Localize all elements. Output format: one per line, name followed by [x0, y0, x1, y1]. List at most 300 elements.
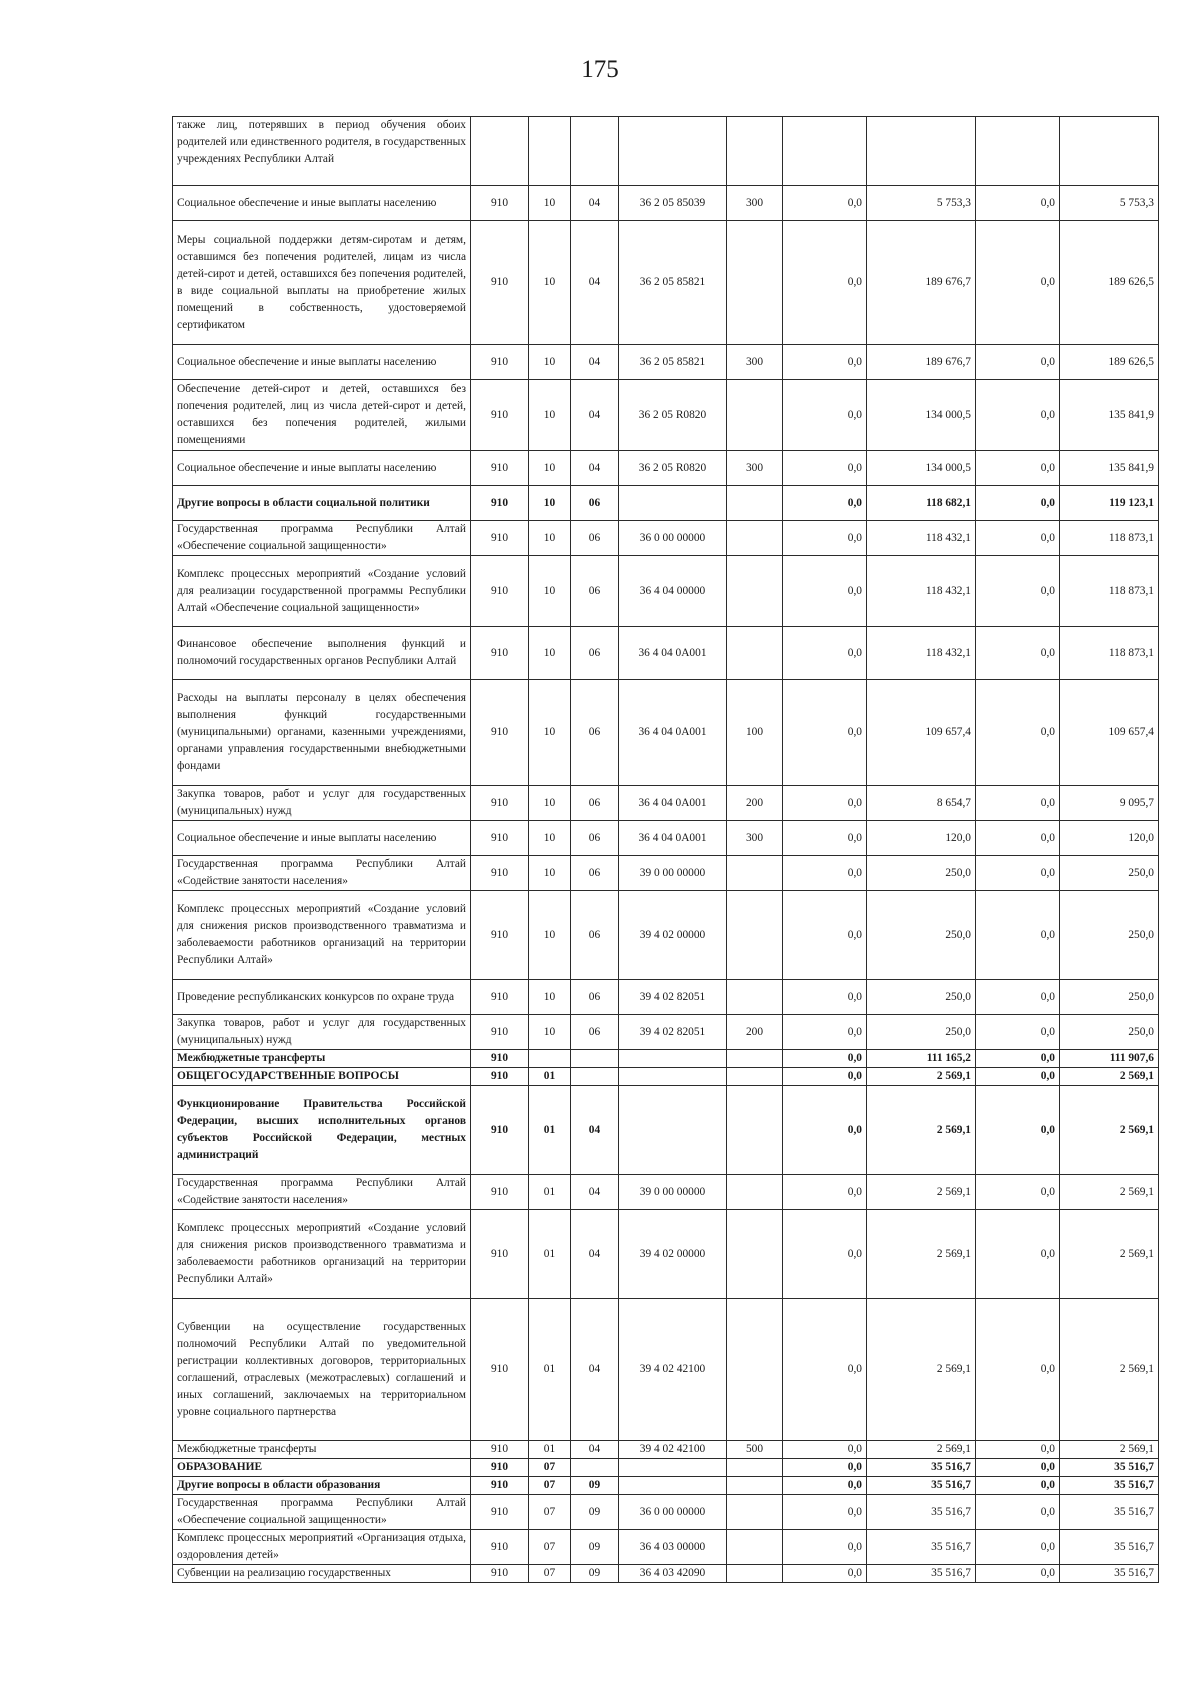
amount-col-2: 134 000,5: [867, 380, 976, 451]
amount-col-3: 0,0: [976, 1086, 1060, 1175]
row-description: Социальное обеспечение и иные выплаты населению: [173, 821, 471, 856]
section-code: [529, 117, 571, 186]
amount-col-2: 250,0: [867, 891, 976, 980]
table-body: [173, 117, 1159, 1583]
ministry-code: 910: [471, 891, 529, 980]
amount-col-3: 0,0: [976, 1050, 1060, 1068]
table-row: [173, 345, 1159, 380]
section-code: 10: [529, 786, 571, 821]
amount-col-3: 0,0: [976, 1477, 1060, 1495]
amount-col-4: 118 873,1: [1060, 521, 1159, 556]
target-article-code: [619, 117, 727, 186]
amount-col-4: 189 626,5: [1060, 345, 1159, 380]
subsection-code: 06: [571, 891, 619, 980]
expense-type-code: [727, 117, 783, 186]
expense-type-code: 500: [727, 1441, 783, 1459]
amount-col-1: 0,0: [783, 1015, 867, 1050]
row-description: Социальное обеспечение и иные выплаты населению: [173, 186, 471, 221]
expense-type-code: [727, 1299, 783, 1441]
row-description: Функционирование Правительства Российской Федерации, высших исполнительных органов субъектов Российской Федерации, местных администраций: [173, 1086, 471, 1175]
target-article-code: 36 2 05 85821: [619, 345, 727, 380]
target-article-code: [619, 1086, 727, 1175]
amount-col-2: 250,0: [867, 1015, 976, 1050]
row-description: Государственная программа Республики Алтай «Обеспечение социальной защищенности»: [173, 521, 471, 556]
amount-col-4: 189 626,5: [1060, 221, 1159, 345]
amount-col-4: 135 841,9: [1060, 451, 1159, 486]
target-article-code: [619, 1050, 727, 1068]
subsection-code: 09: [571, 1495, 619, 1530]
amount-col-2: 189 676,7: [867, 221, 976, 345]
subsection-code: 06: [571, 856, 619, 891]
subsection-code: 06: [571, 786, 619, 821]
amount-col-1: 0,0: [783, 1068, 867, 1086]
amount-col-2: 2 569,1: [867, 1068, 976, 1086]
amount-col-3: 0,0: [976, 786, 1060, 821]
table-row: [173, 1175, 1159, 1210]
target-article-code: 36 0 00 00000: [619, 521, 727, 556]
target-article-code: [619, 1477, 727, 1495]
amount-col-4: 250,0: [1060, 891, 1159, 980]
amount-col-4: 250,0: [1060, 1015, 1159, 1050]
amount-col-4: 111 907,6: [1060, 1050, 1159, 1068]
amount-col-3: [976, 117, 1060, 186]
row-description: Комплекс процессных мероприятий «Организация отдыха, оздоровления детей»: [173, 1530, 471, 1565]
subsection-code: 04: [571, 380, 619, 451]
table-row: [173, 980, 1159, 1015]
ministry-code: 910: [471, 821, 529, 856]
section-code: 10: [529, 345, 571, 380]
table-row: [173, 1495, 1159, 1530]
expense-type-code: [727, 627, 783, 680]
target-article-code: 36 4 04 0А001: [619, 821, 727, 856]
ministry-code: 910: [471, 786, 529, 821]
table-row: [173, 1068, 1159, 1086]
ministry-code: 910: [471, 680, 529, 786]
amount-col-2: 134 000,5: [867, 451, 976, 486]
target-article-code: 39 4 02 82051: [619, 1015, 727, 1050]
subsection-code: 06: [571, 680, 619, 786]
section-code: 10: [529, 821, 571, 856]
ministry-code: 910: [471, 380, 529, 451]
subsection-code: [571, 1050, 619, 1068]
row-description: Государственная программа Республики Алтай «Обеспечение социальной защищенности»: [173, 1495, 471, 1530]
subsection-code: 09: [571, 1530, 619, 1565]
target-article-code: 36 4 04 0А001: [619, 680, 727, 786]
amount-col-1: 0,0: [783, 380, 867, 451]
table-row: [173, 1086, 1159, 1175]
target-article-code: [619, 1459, 727, 1477]
row-description: Социальное обеспечение и иные выплаты населению: [173, 345, 471, 380]
row-description: ОБРАЗОВАНИЕ: [173, 1459, 471, 1477]
subsection-code: 04: [571, 451, 619, 486]
amount-col-3: 0,0: [976, 486, 1060, 521]
row-description: Меры социальной поддержки детям-сиротам и детям, оставшимся без попечения родителей, лицам из числа детей-сирот и детей, оставшихся без попечения родителей, в виде социальной выплаты на приобретение жилых помещений в собственность, удостоверяемой сертификатом: [173, 221, 471, 345]
row-description: Комплекс процессных мероприятий «Создание условий для снижения рисков производственного травматизма и заболеваемости работников организаций на территории Республики Алтай»: [173, 1210, 471, 1299]
amount-col-2: [867, 117, 976, 186]
ministry-code: 910: [471, 627, 529, 680]
amount-col-1: 0,0: [783, 556, 867, 627]
amount-col-3: 0,0: [976, 521, 1060, 556]
amount-col-4: 2 569,1: [1060, 1086, 1159, 1175]
table-row: [173, 1210, 1159, 1299]
amount-col-3: 0,0: [976, 556, 1060, 627]
amount-col-1: 0,0: [783, 891, 867, 980]
ministry-code: 910: [471, 345, 529, 380]
amount-col-3: 0,0: [976, 1530, 1060, 1565]
amount-col-2: 250,0: [867, 856, 976, 891]
ministry-code: 910: [471, 856, 529, 891]
section-code: 07: [529, 1495, 571, 1530]
subsection-code: 04: [571, 186, 619, 221]
amount-col-4: 119 123,1: [1060, 486, 1159, 521]
subsection-code: [571, 1068, 619, 1086]
target-article-code: [619, 1068, 727, 1086]
table-row: [173, 1441, 1159, 1459]
amount-col-1: 0,0: [783, 1530, 867, 1565]
ministry-code: [471, 117, 529, 186]
amount-col-2: 35 516,7: [867, 1495, 976, 1530]
target-article-code: 36 0 00 00000: [619, 1495, 727, 1530]
table-row: [173, 451, 1159, 486]
budget-table: [172, 116, 1159, 1583]
amount-col-1: [783, 117, 867, 186]
section-code: [529, 1050, 571, 1068]
table-row: [173, 856, 1159, 891]
amount-col-2: 109 657,4: [867, 680, 976, 786]
expense-type-code: [727, 521, 783, 556]
amount-col-4: [1060, 117, 1159, 186]
section-code: 10: [529, 380, 571, 451]
row-description: Субвенции на реализацию государственных: [173, 1565, 471, 1583]
target-article-code: 39 0 00 00000: [619, 856, 727, 891]
expense-type-code: 200: [727, 786, 783, 821]
section-code: 07: [529, 1530, 571, 1565]
amount-col-3: 0,0: [976, 1210, 1060, 1299]
section-code: 10: [529, 486, 571, 521]
expense-type-code: [727, 1459, 783, 1477]
amount-col-1: 0,0: [783, 521, 867, 556]
target-article-code: 36 2 05 85821: [619, 221, 727, 345]
amount-col-1: 0,0: [783, 980, 867, 1015]
section-code: 10: [529, 891, 571, 980]
subsection-code: 04: [571, 1210, 619, 1299]
row-description: Государственная программа Республики Алтай «Содействие занятости населения»: [173, 1175, 471, 1210]
amount-col-1: 0,0: [783, 1299, 867, 1441]
table-row: [173, 521, 1159, 556]
amount-col-4: 35 516,7: [1060, 1495, 1159, 1530]
expense-type-code: [727, 1530, 783, 1565]
amount-col-3: 0,0: [976, 1495, 1060, 1530]
amount-col-4: 118 873,1: [1060, 556, 1159, 627]
target-article-code: 36 4 04 0А001: [619, 786, 727, 821]
ministry-code: 910: [471, 186, 529, 221]
amount-col-3: 0,0: [976, 891, 1060, 980]
ministry-code: 910: [471, 1050, 529, 1068]
amount-col-4: 2 569,1: [1060, 1210, 1159, 1299]
row-description: Другие вопросы в области социальной политики: [173, 486, 471, 521]
amount-col-4: 109 657,4: [1060, 680, 1159, 786]
expense-type-code: [727, 380, 783, 451]
section-code: 10: [529, 451, 571, 486]
amount-col-1: 0,0: [783, 1175, 867, 1210]
expense-type-code: [727, 556, 783, 627]
amount-col-1: 0,0: [783, 1477, 867, 1495]
ministry-code: 910: [471, 1210, 529, 1299]
amount-col-4: 250,0: [1060, 856, 1159, 891]
amount-col-3: 0,0: [976, 345, 1060, 380]
ministry-code: 910: [471, 1530, 529, 1565]
amount-col-2: 2 569,1: [867, 1441, 976, 1459]
section-code: 10: [529, 186, 571, 221]
amount-col-1: 0,0: [783, 451, 867, 486]
table-row: [173, 1299, 1159, 1441]
ministry-code: 910: [471, 1299, 529, 1441]
amount-col-1: 0,0: [783, 680, 867, 786]
amount-col-2: 118 432,1: [867, 627, 976, 680]
table-row: [173, 627, 1159, 680]
row-description: Проведение республиканских конкурсов по охране труда: [173, 980, 471, 1015]
amount-col-4: 2 569,1: [1060, 1441, 1159, 1459]
amount-col-3: 0,0: [976, 1441, 1060, 1459]
table-row: [173, 1050, 1159, 1068]
row-description: Социальное обеспечение и иные выплаты населению: [173, 451, 471, 486]
table-row: [173, 891, 1159, 980]
table-row: [173, 556, 1159, 627]
table-row: [173, 186, 1159, 221]
amount-col-3: 0,0: [976, 821, 1060, 856]
target-article-code: [619, 486, 727, 521]
amount-col-3: 0,0: [976, 627, 1060, 680]
amount-col-4: 118 873,1: [1060, 627, 1159, 680]
amount-col-1: 0,0: [783, 1086, 867, 1175]
amount-col-4: 250,0: [1060, 980, 1159, 1015]
expense-type-code: [727, 980, 783, 1015]
section-code: 01: [529, 1086, 571, 1175]
amount-col-1: 0,0: [783, 345, 867, 380]
table-row: [173, 1015, 1159, 1050]
amount-col-2: 35 516,7: [867, 1477, 976, 1495]
expense-type-code: [727, 1477, 783, 1495]
amount-col-3: 0,0: [976, 451, 1060, 486]
expense-type-code: [727, 891, 783, 980]
amount-col-4: 120,0: [1060, 821, 1159, 856]
target-article-code: 39 0 00 00000: [619, 1175, 727, 1210]
table-row: [173, 1565, 1159, 1583]
amount-col-3: 0,0: [976, 1459, 1060, 1477]
amount-col-2: 2 569,1: [867, 1175, 976, 1210]
amount-col-1: 0,0: [783, 786, 867, 821]
amount-col-1: 0,0: [783, 856, 867, 891]
section-code: 10: [529, 627, 571, 680]
amount-col-3: 0,0: [976, 221, 1060, 345]
row-description: Комплекс процессных мероприятий «Создание условий для снижения рисков производственного травматизма и заболеваемости работников организаций на территории Республики Алтай»: [173, 891, 471, 980]
table-row: [173, 221, 1159, 345]
amount-col-3: 0,0: [976, 1299, 1060, 1441]
subsection-code: 04: [571, 221, 619, 345]
row-description: Расходы на выплаты персоналу в целях обеспечения выполнения функций государственными (муниципальными) органами, казенными учреждениями, органами управления государственными внебюджетными фондами: [173, 680, 471, 786]
table-row: [173, 1477, 1159, 1495]
ministry-code: 910: [471, 1086, 529, 1175]
amount-col-1: 0,0: [783, 221, 867, 345]
subsection-code: 06: [571, 627, 619, 680]
expense-type-code: [727, 1210, 783, 1299]
ministry-code: 910: [471, 1495, 529, 1530]
table-row: [173, 117, 1159, 186]
subsection-code: 06: [571, 556, 619, 627]
subsection-code: 09: [571, 1565, 619, 1583]
section-code: 01: [529, 1299, 571, 1441]
expense-type-code: 300: [727, 345, 783, 380]
target-article-code: 39 4 02 42100: [619, 1441, 727, 1459]
amount-col-4: 5 753,3: [1060, 186, 1159, 221]
row-description: Финансовое обеспечение выполнения функций и полномочий государственных органов Республики Алтай: [173, 627, 471, 680]
expense-type-code: 200: [727, 1015, 783, 1050]
amount-col-1: 0,0: [783, 186, 867, 221]
amount-col-4: 2 569,1: [1060, 1299, 1159, 1441]
amount-col-3: 0,0: [976, 380, 1060, 451]
target-article-code: 39 4 02 00000: [619, 891, 727, 980]
ministry-code: 910: [471, 451, 529, 486]
section-code: 01: [529, 1441, 571, 1459]
ministry-code: 910: [471, 1477, 529, 1495]
amount-col-1: 0,0: [783, 1495, 867, 1530]
table-row: [173, 821, 1159, 856]
ministry-code: 910: [471, 221, 529, 345]
section-code: 10: [529, 556, 571, 627]
amount-col-2: 120,0: [867, 821, 976, 856]
amount-col-1: 0,0: [783, 821, 867, 856]
amount-col-2: 118 682,1: [867, 486, 976, 521]
subsection-code: 04: [571, 1175, 619, 1210]
expense-type-code: [727, 1175, 783, 1210]
amount-col-1: 0,0: [783, 1459, 867, 1477]
amount-col-4: 35 516,7: [1060, 1459, 1159, 1477]
section-code: 07: [529, 1565, 571, 1583]
ministry-code: 910: [471, 521, 529, 556]
amount-col-3: 0,0: [976, 980, 1060, 1015]
row-description: также лиц, потерявших в период обучения обоих родителей или единственного родителя, в государственных учреждениях Республики Алтай: [173, 117, 471, 186]
expense-type-code: 100: [727, 680, 783, 786]
table-row: [173, 680, 1159, 786]
amount-col-3: 0,0: [976, 186, 1060, 221]
target-article-code: 36 4 03 00000: [619, 1530, 727, 1565]
subsection-code: [571, 117, 619, 186]
amount-col-2: 189 676,7: [867, 345, 976, 380]
row-description: Закупка товаров, работ и услуг для государственных (муниципальных) нужд: [173, 1015, 471, 1050]
target-article-code: 36 2 05 85039: [619, 186, 727, 221]
section-code: 07: [529, 1459, 571, 1477]
subsection-code: 04: [571, 1441, 619, 1459]
subsection-code: 04: [571, 345, 619, 380]
expense-type-code: [727, 1495, 783, 1530]
table-row: [173, 380, 1159, 451]
target-article-code: 36 4 03 42090: [619, 1565, 727, 1583]
section-code: 01: [529, 1210, 571, 1299]
expense-type-code: [727, 486, 783, 521]
ministry-code: 910: [471, 1441, 529, 1459]
section-code: 01: [529, 1175, 571, 1210]
amount-col-2: 2 569,1: [867, 1086, 976, 1175]
row-description: Обеспечение детей-сирот и детей, оставшихся без попечения родителей, лиц из числа детей-сирот и детей, оставшихся без попечения родителей, жилыми помещениями: [173, 380, 471, 451]
amount-col-4: 35 516,7: [1060, 1477, 1159, 1495]
expense-type-code: [727, 1050, 783, 1068]
amount-col-4: 9 095,7: [1060, 786, 1159, 821]
subsection-code: 04: [571, 1086, 619, 1175]
row-description: Закупка товаров, работ и услуг для государственных (муниципальных) нужд: [173, 786, 471, 821]
row-description: Межбюджетные трансферты: [173, 1441, 471, 1459]
ministry-code: 910: [471, 1565, 529, 1583]
amount-col-4: 135 841,9: [1060, 380, 1159, 451]
amount-col-2: 8 654,7: [867, 786, 976, 821]
subsection-code: 04: [571, 1299, 619, 1441]
row-description: Межбюджетные трансферты: [173, 1050, 471, 1068]
subsection-code: 06: [571, 521, 619, 556]
section-code: 10: [529, 521, 571, 556]
amount-col-2: 118 432,1: [867, 521, 976, 556]
amount-col-4: 35 516,7: [1060, 1530, 1159, 1565]
subsection-code: 09: [571, 1477, 619, 1495]
amount-col-1: 0,0: [783, 1441, 867, 1459]
row-description: ОБЩЕГОСУДАРСТВЕННЫЕ ВОПРОСЫ: [173, 1068, 471, 1086]
amount-col-3: 0,0: [976, 1068, 1060, 1086]
row-description: Комплекс процессных мероприятий «Создание условий для реализации государственной программы Республики Алтай «Обеспечение социальной защищенности»: [173, 556, 471, 627]
target-article-code: 39 4 02 00000: [619, 1210, 727, 1299]
amount-col-3: 0,0: [976, 1175, 1060, 1210]
ministry-code: 910: [471, 486, 529, 521]
ministry-code: 910: [471, 556, 529, 627]
subsection-code: 06: [571, 486, 619, 521]
ministry-code: 910: [471, 1068, 529, 1086]
target-article-code: 36 2 05 R0820: [619, 380, 727, 451]
amount-col-2: 250,0: [867, 980, 976, 1015]
target-article-code: 36 2 05 R0820: [619, 451, 727, 486]
table-row: [173, 486, 1159, 521]
amount-col-3: 0,0: [976, 680, 1060, 786]
amount-col-4: 35 516,7: [1060, 1565, 1159, 1583]
amount-col-1: 0,0: [783, 1210, 867, 1299]
amount-col-2: 118 432,1: [867, 556, 976, 627]
target-article-code: 36 4 04 00000: [619, 556, 727, 627]
ministry-code: 910: [471, 1015, 529, 1050]
page-number: 175: [581, 56, 619, 83]
table-row: [173, 1459, 1159, 1477]
amount-col-2: 35 516,7: [867, 1530, 976, 1565]
amount-col-4: 2 569,1: [1060, 1068, 1159, 1086]
table-row: [173, 786, 1159, 821]
amount-col-1: 0,0: [783, 627, 867, 680]
amount-col-2: 111 165,2: [867, 1050, 976, 1068]
expense-type-code: 300: [727, 186, 783, 221]
target-article-code: 36 4 04 0А001: [619, 627, 727, 680]
amount-col-3: 0,0: [976, 1565, 1060, 1583]
target-article-code: 39 4 02 82051: [619, 980, 727, 1015]
row-description: Другие вопросы в области образования: [173, 1477, 471, 1495]
expense-type-code: 300: [727, 451, 783, 486]
subsection-code: 06: [571, 821, 619, 856]
section-code: 10: [529, 1015, 571, 1050]
amount-col-2: 5 753,3: [867, 186, 976, 221]
amount-col-4: 2 569,1: [1060, 1175, 1159, 1210]
amount-col-3: 0,0: [976, 1015, 1060, 1050]
ministry-code: 910: [471, 1175, 529, 1210]
amount-col-1: 0,0: [783, 486, 867, 521]
row-description: Субвенции на осуществление государственных полномочий Республики Алтай по уведомительной регистрации коллективных договоров, территориальных соглашений, отраслевых (межотраслевых) соглашений и иных соглашений, заключаемых на территориальном уровне социального партнерства: [173, 1299, 471, 1441]
amount-col-2: 35 516,7: [867, 1565, 976, 1583]
expense-type-code: [727, 856, 783, 891]
section-code: 07: [529, 1477, 571, 1495]
expense-type-code: [727, 1086, 783, 1175]
amount-col-2: 2 569,1: [867, 1210, 976, 1299]
